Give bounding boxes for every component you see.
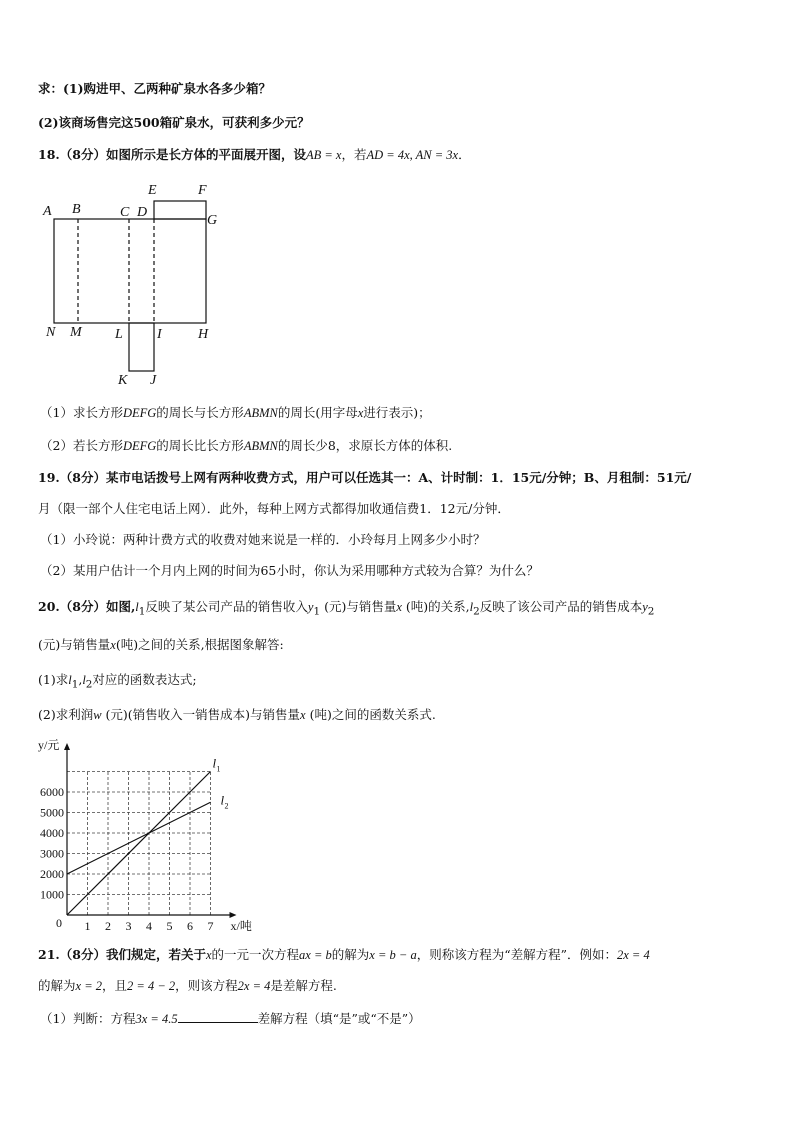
series-line-l1 <box>67 772 211 916</box>
q21-part-1: （1）判断：方程3x = 4.5 差解方程（填“是”或“不是”） <box>40 1011 421 1026</box>
label-A: A <box>43 204 52 219</box>
label-G: G <box>207 213 218 228</box>
series-line-l2 <box>67 802 211 874</box>
label-I: I <box>157 327 162 342</box>
label-M: M <box>70 325 82 340</box>
series-label-l1: l <box>212 755 217 771</box>
q18-stem: 18.（8分）如图所示是长方体的平面展开图，设AB = x，若AD = 4x, AN = 3x． <box>38 147 471 162</box>
y-axis-arrow <box>64 743 70 750</box>
x-tick-label: 7 <box>207 919 214 933</box>
net-bottom-rectangle <box>129 323 154 371</box>
q18-part-2: （2）若长方形DEFG的周长比长方形ABMN的周长少8，求原长方体的体积. <box>40 438 453 453</box>
q19-part-2: （2）某用户估计一个月内上网的时间为65小时，你认为采用哪种方式较为合算？为什么？ <box>40 563 539 578</box>
q21-stem-line-2: 的解为x = 2，且2 = 4 − 2，则该方程2x = 4是差解方程. <box>38 978 337 993</box>
q17-question-1: 求：(1)购进甲、乙两种矿泉水各多少箱？ <box>38 81 272 96</box>
q20-stem-line-1: 20.（8分）如图$,l_1$反映了某公司产品的销售收入$y_1$ (元)与销售量x (吨)的关系$,l_2$反映了该公司产品的销售成本$y_2$ <box>38 599 655 618</box>
q20-part-1: (1)求$l_1,l_2$对应的函数表达式; <box>38 672 197 691</box>
x-tick-label: 5 <box>166 919 173 933</box>
x-tick-label: 6 <box>187 919 193 933</box>
origin-label: 0 <box>56 916 62 930</box>
q17-question-2: (2)该商场售完这500箱矿泉水，可获利多少元？ <box>38 115 310 130</box>
y-tick-label: 4000 <box>40 826 64 840</box>
label-F: F <box>198 183 207 198</box>
label-K: K <box>118 373 128 388</box>
series-label-sub: 1 <box>216 764 221 774</box>
label-J: J <box>150 373 157 388</box>
series-label-sub: 2 <box>224 801 229 811</box>
y-tick-label: 2000 <box>40 867 64 881</box>
x-tick-label: 2 <box>105 919 111 933</box>
x-axis-label: x/吨 <box>230 919 252 933</box>
net-main-rectangle <box>54 219 206 323</box>
y-tick-label: 1000 <box>40 887 64 902</box>
label-L: L <box>115 327 123 342</box>
y-tick-label: 5000 <box>40 805 64 820</box>
label-D: D <box>137 205 148 220</box>
q19-stem-line-1: 19.（8分）某市电话拨号上网有两种收费方式，用户可以任选其一：A、计时制：1．15元/分钟；B、月租制：51元/ <box>38 470 692 485</box>
x-tick-label: 1 <box>84 919 91 933</box>
x-axis-arrow <box>230 912 237 918</box>
x-tick-label: 4 <box>146 919 152 933</box>
q19-stem-line-2: 月（限一部个人住宅电话上网）．此外，每种上网方式都得加收通信费1．12元/分钟． <box>38 501 510 516</box>
q18-part-1: （1）求长方形DEFG的周长与长方形ABMN的周长(用字母x进行表示)； <box>40 405 431 420</box>
q20-stem-line-2: (元)与销售量x(吨)之间的关系,根据图象解答: <box>38 637 284 652</box>
cuboid-net-figure <box>40 178 240 393</box>
series-label-l2: l <box>220 792 225 808</box>
label-N: N <box>46 325 56 340</box>
sales-function-chart <box>30 733 290 938</box>
label-C: C <box>120 205 130 220</box>
y-tick-label: 6000 <box>40 785 64 799</box>
y-tick-label: 3000 <box>40 846 64 861</box>
x-tick-label: 3 <box>125 919 132 933</box>
q21-stem-line-1: 21.（8分）我们规定，若关于x的一元一次方程ax = b的解为x = b − a，则称该方程为“差解方程”．例如：2x = 4 <box>38 947 650 962</box>
y-axis-label: y/元 <box>38 738 60 752</box>
answer-blank[interactable] <box>178 1010 258 1023</box>
q20-part-2: (2)求利润w (元)(销售收入一销售成本)与销售量x (吨)之间的函数关系式. <box>38 707 436 722</box>
label-E: E <box>148 183 157 198</box>
net-top-rectangle <box>154 201 206 219</box>
q19-part-1: （1）小玲说：两种计费方式的收费对她来说是一样的．小玲每月上网多少小时？ <box>40 532 486 547</box>
label-H: H <box>198 327 209 342</box>
label-B: B <box>72 202 81 217</box>
